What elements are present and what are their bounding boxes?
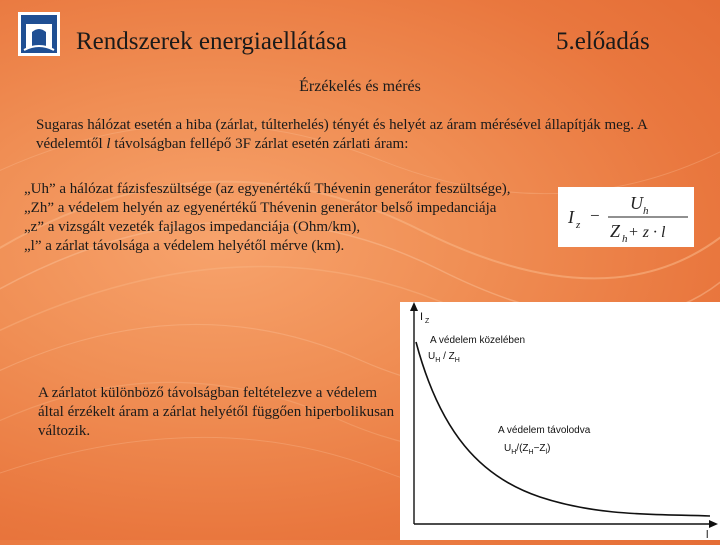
formula-denominator: Z — [610, 221, 621, 241]
formula-numerator: U — [630, 193, 643, 213]
page-title: Rendszerek energiaellátása — [76, 28, 347, 55]
near-formula — [428, 351, 460, 364]
y-axis-label-sub: Z — [425, 318, 430, 325]
university-logo — [18, 12, 60, 56]
far-formula-sub1: H — [511, 449, 517, 456]
short-circuit-formula — [558, 187, 694, 247]
intro-paragraph — [36, 116, 716, 154]
far-label: A védelem távolodva — [498, 425, 591, 436]
definitions-list — [24, 180, 544, 256]
definition-z: „z” a vizsgált vezeték fajlagos impedanciája (Ohm/km), — [24, 219, 361, 235]
formula-lhs-sub: z — [576, 219, 581, 231]
y-axis-label: I — [420, 311, 424, 323]
definition-l: „l” a zárlat távolsága a védelem helyétől mérve (km). — [24, 238, 345, 254]
near-label: A védelem közelében — [430, 335, 526, 346]
formula-lhs: I — [568, 207, 574, 227]
x-axis-arrow-icon — [709, 520, 718, 528]
definition-zh: „Zh” a védelem helyén az egyenértékű Thévenin generátor belső impedanciája — [24, 200, 497, 216]
y-axis-arrow-icon — [410, 302, 418, 311]
intro-text-after: távolságban fellépő 3F zárlat esetén zárlati áram: — [110, 136, 409, 152]
far-formula-sub2: H — [528, 449, 534, 456]
intro-variable: l — [106, 136, 111, 152]
far-formula-mid: /(Z — [516, 443, 529, 454]
current-distance-graph — [400, 302, 720, 540]
definition-uh: „Uh” a hálózat fázisfeszültsége (az egyenértékű Thévenin generátor feszültsége), — [24, 181, 511, 197]
section-subtitle: Érzékelés és mérés — [299, 78, 421, 95]
far-formula-end: ) — [547, 443, 551, 454]
hyperbolic-note: A zárlatot különböző távolságban feltételezve a védelem által érzékelt áram a zárlat helyétől függően hiperbolikusan változik. — [38, 385, 395, 439]
near-formula-mid: / Z — [440, 351, 455, 362]
far-formula-u: U — [504, 443, 512, 454]
intro-text-before: Sugaras hálózat esetén a hiba (zárlat, túlterhelés) tényét és helyét az áram mérésével állapítják meg. A védelemtől — [36, 117, 647, 152]
x-axis-label: l — [706, 529, 709, 540]
formula-numerator-sub: h — [643, 205, 649, 217]
far-formula — [504, 443, 550, 456]
far-formula-rest: −Z — [533, 443, 546, 454]
near-formula-sub1: H — [435, 357, 441, 364]
near-formula-u: U — [428, 351, 436, 362]
far-formula-sub3: l — [545, 449, 548, 456]
formula-denominator-rest: + z · l — [628, 224, 666, 241]
formula-sign: − — [590, 206, 600, 225]
near-formula-sub2: H — [454, 357, 460, 364]
lecture-number: 5.előadás — [556, 28, 650, 55]
formula-denominator-sub: h — [622, 233, 628, 245]
